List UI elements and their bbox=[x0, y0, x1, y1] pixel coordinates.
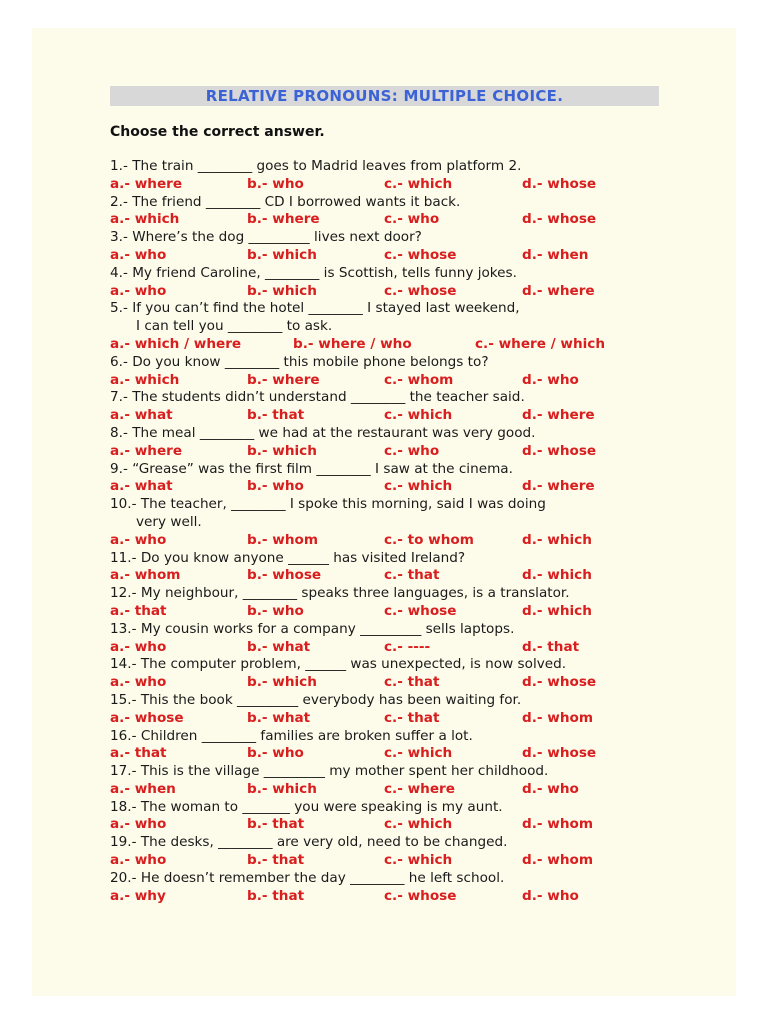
answer-option: b.- that bbox=[247, 407, 305, 424]
answer-option: d.- whom bbox=[522, 709, 594, 726]
answer-option: a.- which bbox=[110, 371, 180, 388]
answer-option: a.- which bbox=[110, 211, 180, 228]
question-text: 1.- The train ________ goes to Madrid leaves from platform 2. bbox=[110, 158, 522, 174]
answer-option: c.- that bbox=[384, 674, 440, 691]
answer-option: a.- whose bbox=[110, 709, 184, 726]
answer-option: a.- which / where bbox=[110, 335, 242, 352]
answer-option: a.- who bbox=[110, 816, 167, 833]
answer-option: b.- who bbox=[247, 175, 304, 192]
answer-options-row bbox=[110, 888, 670, 906]
answer-option: c.- which bbox=[384, 407, 453, 424]
answer-option: b.- what bbox=[247, 709, 311, 726]
question-continuation: I can tell you ________ to ask. bbox=[136, 318, 333, 335]
question-text: 2.- The friend ________ CD I borrowed wants it back. bbox=[110, 193, 461, 210]
answer-options-row bbox=[110, 567, 670, 585]
answer-option: d.- which bbox=[522, 531, 592, 548]
answer-option: a.- who bbox=[110, 282, 167, 299]
answer-option: d.- whose bbox=[522, 745, 597, 762]
answer-option: d.- who bbox=[522, 887, 579, 904]
answer-options-row bbox=[110, 781, 670, 799]
answer-option: b.- which bbox=[247, 442, 317, 459]
answer-option: d.- who bbox=[522, 371, 579, 388]
answer-option: c.- who bbox=[384, 211, 440, 228]
answer-option: c.- where bbox=[384, 780, 455, 797]
answer-option: b.- that bbox=[247, 887, 305, 904]
answer-option: b.- which bbox=[247, 780, 317, 797]
answer-option: a.- who bbox=[110, 531, 167, 548]
answer-options-row bbox=[110, 372, 670, 390]
question-text: 17.- This is the village _________ my mother spent her childhood. bbox=[110, 763, 549, 780]
answer-option: c.- which bbox=[384, 816, 453, 833]
answer-option: b.- that bbox=[247, 816, 305, 833]
answer-option: b.- which bbox=[247, 246, 317, 263]
answer-options-row bbox=[110, 176, 670, 194]
answer-option: d.- which bbox=[522, 602, 592, 619]
question-text: 10.- The teacher, ________ I spoke this morning, said I was doing bbox=[110, 496, 546, 513]
answer-options-row bbox=[110, 532, 670, 550]
question-text: 15.- This the book _________ everybody has been waiting for. bbox=[110, 691, 522, 708]
answer-option: c.- to whom bbox=[384, 531, 474, 548]
answer-option: b.- who bbox=[247, 478, 304, 495]
answer-option: a.- who bbox=[110, 852, 167, 869]
answer-option: a.- who bbox=[110, 246, 167, 263]
answer-options-row bbox=[110, 852, 670, 870]
answer-option: c.- which bbox=[384, 852, 453, 869]
answer-option: c.- that bbox=[384, 709, 440, 726]
answer-option: c.- whose bbox=[384, 246, 457, 263]
answer-option: c.- which bbox=[384, 745, 453, 762]
answer-options-row bbox=[110, 639, 670, 657]
answer-option: d.- whose bbox=[522, 442, 597, 459]
answer-option: b.- where bbox=[247, 371, 320, 388]
answer-options-row bbox=[110, 336, 670, 354]
question-text: 6.- Do you know ________ this mobile phone belongs to? bbox=[110, 353, 489, 370]
answer-options-row bbox=[110, 478, 670, 496]
answer-option: a.- where bbox=[110, 442, 183, 459]
answer-option: d.- where bbox=[522, 478, 595, 495]
answer-option: a.- that bbox=[110, 602, 167, 619]
answer-option: b.- who bbox=[247, 745, 304, 762]
question-text: 14.- The computer problem, ______ was unexpected, is now solved. bbox=[110, 656, 567, 673]
question-text: 13.- My cousin works for a company _________ sells laptops. bbox=[110, 620, 515, 637]
answer-option: a.- what bbox=[110, 407, 173, 424]
answer-option: c.- whose bbox=[384, 887, 457, 904]
answer-option: a.- whom bbox=[110, 567, 181, 584]
answer-option: b.- where bbox=[247, 211, 320, 228]
answer-option: b.- which bbox=[247, 674, 317, 691]
answer-option: a.- when bbox=[110, 780, 176, 797]
answer-option: c.- whose bbox=[384, 602, 457, 619]
answer-options-row bbox=[110, 816, 670, 834]
question-continuation: very well. bbox=[136, 513, 202, 530]
question-text: 3.- Where’s the dog _________ lives next door? bbox=[110, 229, 422, 246]
answer-options-row bbox=[110, 211, 670, 229]
answer-option: a.- that bbox=[110, 745, 167, 762]
worksheet-title: RELATIVE PRONOUNS: MULTIPLE CHOICE. bbox=[110, 86, 659, 106]
answer-option: d.- where bbox=[522, 282, 595, 299]
answer-options-row bbox=[110, 710, 670, 728]
answer-option: d.- which bbox=[522, 567, 592, 584]
answer-option: b.- which bbox=[247, 282, 317, 299]
answer-options-row bbox=[110, 603, 670, 621]
answer-option: d.- whose bbox=[522, 175, 597, 192]
question-text: 16.- Children ________ families are broken suffer a lot. bbox=[110, 727, 473, 744]
answer-option: c.- where / which bbox=[475, 335, 606, 352]
answer-option: b.- where / who bbox=[293, 335, 412, 352]
question-text: 9.- “Grease” was the first film ________ I saw at the cinema. bbox=[110, 460, 513, 477]
answer-option: c.- whom bbox=[384, 371, 454, 388]
question-text: 11.- Do you know anyone ______ has visited Ireland? bbox=[110, 549, 466, 566]
answer-options-row bbox=[110, 443, 670, 461]
question-text: 8.- The meal ________ we had at the restaurant was very good. bbox=[110, 424, 536, 441]
answer-option: d.- whose bbox=[522, 674, 597, 691]
answer-option: d.- when bbox=[522, 246, 589, 263]
answer-option: d.- whom bbox=[522, 816, 594, 833]
answer-option: c.- that bbox=[384, 567, 440, 584]
question-text: 4.- My friend Caroline, ________ is Scottish, tells funny jokes. bbox=[110, 264, 517, 281]
answer-option: a.- where bbox=[110, 175, 183, 192]
instruction-text: Choose the correct answer. bbox=[110, 124, 325, 140]
answer-option: d.- whom bbox=[522, 852, 594, 869]
question-text: 20.- He doesn’t remember the day ________ he left school. bbox=[110, 869, 505, 886]
question-list bbox=[110, 158, 670, 905]
question-text: 5.- If you can’t find the hotel ________ I stayed last weekend, bbox=[110, 300, 520, 317]
answer-option: c.- ---- bbox=[384, 638, 431, 655]
answer-option: b.- that bbox=[247, 852, 305, 869]
answer-option: b.- what bbox=[247, 638, 311, 655]
answer-option: c.- whose bbox=[384, 282, 457, 299]
answer-option: d.- who bbox=[522, 780, 579, 797]
answer-option: b.- whom bbox=[247, 531, 319, 548]
answer-options-row bbox=[110, 674, 670, 692]
question-text: 19.- The desks, ________ are very old, need to be changed. bbox=[110, 834, 508, 851]
answer-option: d.- where bbox=[522, 407, 595, 424]
answer-options-row bbox=[110, 407, 670, 425]
question-text: 12.- My neighbour, ________ speaks three languages, is a translator. bbox=[110, 585, 570, 602]
question-text: 7.- The students didn’t understand ________ the teacher said. bbox=[110, 389, 525, 406]
answer-option: d.- whose bbox=[522, 211, 597, 228]
answer-option: d.- that bbox=[522, 638, 580, 655]
answer-option: c.- which bbox=[384, 175, 453, 192]
answer-option: b.- who bbox=[247, 602, 304, 619]
question-text: 18.- The woman to _______ you were speaking is my aunt. bbox=[110, 798, 503, 815]
answer-option: a.- what bbox=[110, 478, 173, 495]
answer-option: c.- which bbox=[384, 478, 453, 495]
answer-option: c.- who bbox=[384, 442, 440, 459]
answer-option: b.- whose bbox=[247, 567, 322, 584]
answer-options-row bbox=[110, 247, 670, 265]
answer-options-row bbox=[110, 283, 670, 301]
answer-options-row bbox=[110, 745, 670, 763]
answer-option: a.- who bbox=[110, 638, 167, 655]
answer-option: a.- why bbox=[110, 887, 166, 904]
answer-option: a.- who bbox=[110, 674, 167, 691]
